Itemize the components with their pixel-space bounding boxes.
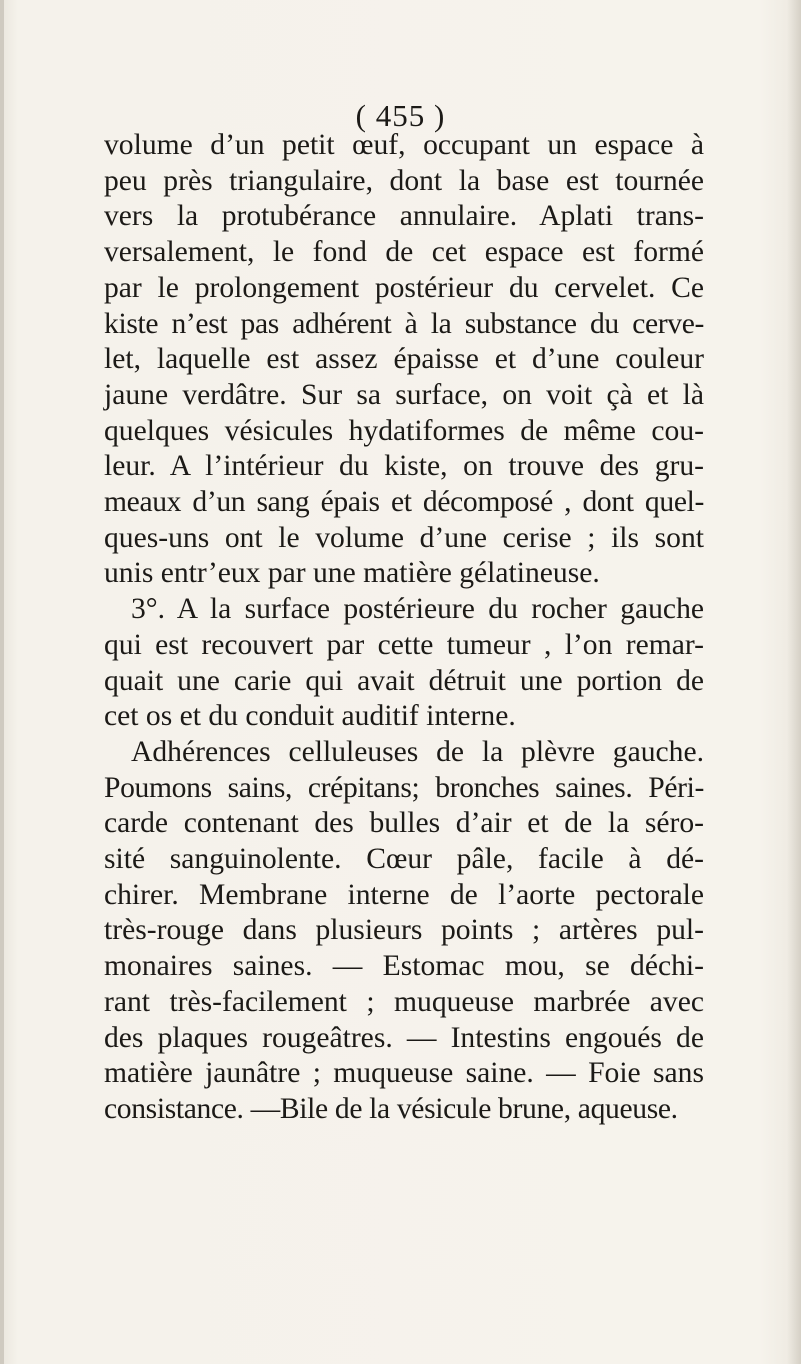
text-line: chirer. Membrane interne de l’aorte pectorale — [104, 878, 704, 911]
text-line: monaires saines. — Estomac mou, se déchi- — [104, 950, 704, 983]
text-line: versalement, le fond de cet espace est formé — [104, 236, 704, 269]
body-text — [104, 128, 704, 1128]
text-line: sité sanguinolente. Cœur pâle, facile à dé- — [104, 843, 704, 876]
page-number: ( 455 ) — [355, 98, 446, 133]
text-line: unis entr’eux par une matière gélatineuse. — [104, 557, 600, 590]
text-line: kiste n’est pas adhérent à la substance du cerve- — [104, 307, 704, 340]
text-line: très-rouge dans plusieurs points ; artères pul- — [104, 914, 704, 947]
page-binding-shadow — [787, 0, 801, 1364]
text-line: volume d’un petit œuf, occupant un espace à — [104, 129, 704, 161]
text-line: meaux d’un sang épais et décomposé , dont quel- — [104, 486, 704, 519]
page-left-edge — [0, 0, 4, 1364]
text-line: 3°. A la surface postérieure du rocher gauche — [131, 593, 704, 626]
text-line: vers la protubérance annulaire. Aplati trans- — [104, 200, 704, 233]
text-line: peu près triangulaire, dont la base est tournée — [104, 164, 704, 197]
text-line: des plaques rougeâtres. — Intestins engoués de — [104, 1021, 704, 1054]
text-line: carde contenant des bulles d’air et de la séro- — [104, 807, 704, 840]
text-line: leur. A l’intérieur du kiste, on trouve des gru- — [104, 450, 704, 483]
text-line: consistance. —Bile de la vésicule brune, aqueuse. — [104, 1092, 678, 1125]
text-line: matière jaunâtre ; muqueuse saine. — Foie sans — [104, 1057, 704, 1090]
text-line: ques-uns ont le volume d’une cerise ; ils sont — [104, 521, 704, 554]
text-line: par le prolongement postérieur du cervelet. Ce — [104, 271, 704, 304]
text-line: jaune verdâtre. Sur sa surface, on voit çà et là — [104, 378, 704, 411]
text-line: rant très-facilement ; muqueuse marbrée avec — [104, 985, 704, 1018]
text-line: quait une carie qui avait détruit une portion de — [104, 664, 704, 697]
text-line: Poumons sains, crépitans; bronches saines. Péri- — [104, 771, 704, 804]
text-line: Adhérences celluleuses de la plèvre gauche. — [131, 735, 704, 768]
text-line: quelques vésicules hydatiformes de même cou- — [104, 414, 704, 447]
text-line: cet os et du conduit auditif interne. — [104, 700, 516, 733]
text-line: qui est recouvert par cette tumeur , l’on remar- — [104, 628, 704, 661]
text-line: let, laquelle est assez épaisse et d’une couleur — [104, 343, 704, 376]
